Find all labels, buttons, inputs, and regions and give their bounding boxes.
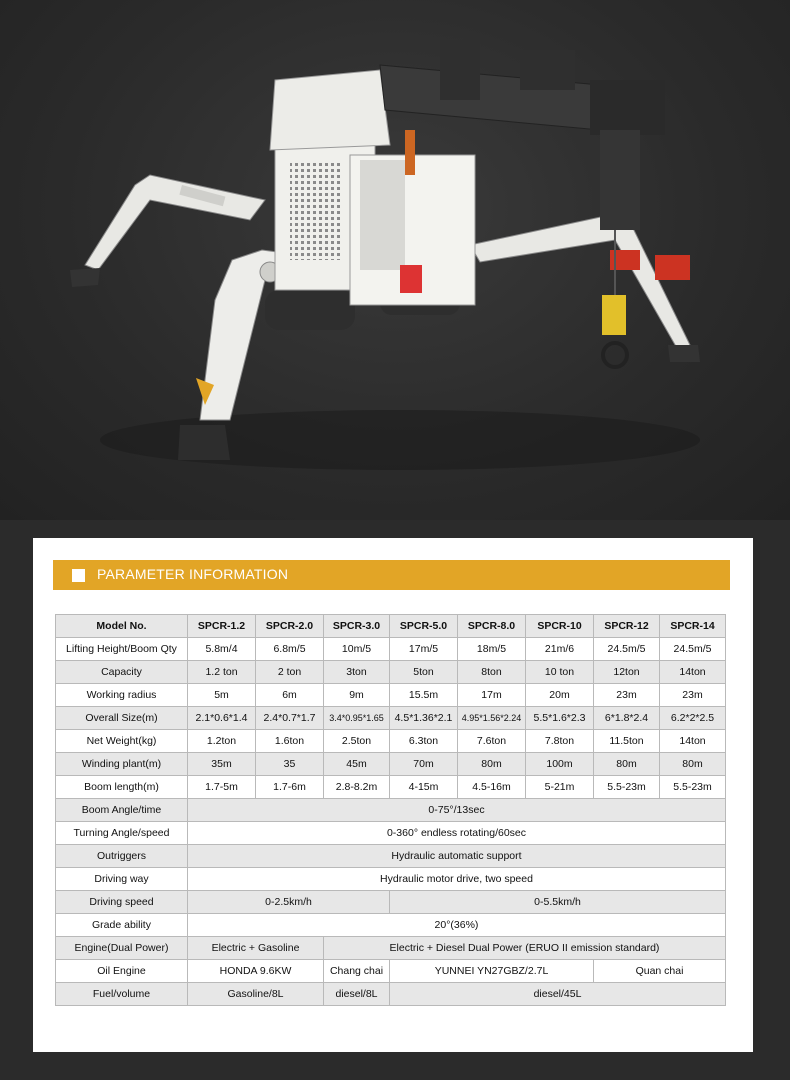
section-banner — [53, 560, 730, 590]
row-label: Grade ability — [56, 914, 188, 937]
table-header-row — [56, 615, 726, 638]
model-cell: SPCR-1.2 — [188, 615, 256, 638]
table-cell: 5.5-23m — [660, 776, 726, 799]
table-cell: 23m — [594, 684, 660, 707]
table-cell: 70m — [390, 753, 458, 776]
table-cell: 80m — [458, 753, 526, 776]
table-cell: 35 — [256, 753, 324, 776]
table-cell: 5-21m — [526, 776, 594, 799]
table-cell: 10m/5 — [324, 638, 390, 661]
parameter-table — [55, 614, 726, 1006]
table-cell: Gasoline/8L — [188, 983, 324, 1006]
table-cell: 2.8-8.2m — [324, 776, 390, 799]
table-cell: 2.4*0.7*1.7 — [256, 707, 324, 730]
table-cell: 0-2.5km/h — [188, 891, 390, 914]
table-cell: 1.2 ton — [188, 661, 256, 684]
table-cell: 20°(36%) — [188, 914, 726, 937]
table-cell: 23m — [660, 684, 726, 707]
table-cell: YUNNEI YN27GBZ/2.7L — [390, 960, 594, 983]
table-cell: 5.5-23m — [594, 776, 660, 799]
parameter-panel — [33, 538, 753, 1052]
table-cell: 2.5ton — [324, 730, 390, 753]
row-label: Engine(Dual Power) — [56, 937, 188, 960]
table-cell: 18m/5 — [458, 638, 526, 661]
table-row — [56, 937, 726, 960]
row-label: Boom Angle/time — [56, 799, 188, 822]
table-cell: 2 ton — [256, 661, 324, 684]
row-label: Oil Engine — [56, 960, 188, 983]
table-row — [56, 776, 726, 799]
row-label: Turning Angle/speed — [56, 822, 188, 845]
table-cell: 4.5*1.36*2.1 — [390, 707, 458, 730]
table-cell: 15.5m — [390, 684, 458, 707]
table-cell: 100m — [526, 753, 594, 776]
table-cell: 4.5-16m — [458, 776, 526, 799]
table-cell: 14ton — [660, 661, 726, 684]
table-cell: 6*1.8*2.4 — [594, 707, 660, 730]
table-cell: 80m — [660, 753, 726, 776]
table-row — [56, 845, 726, 868]
spider-crane-illustration — [0, 0, 790, 520]
table-cell: Hydraulic motor drive, two speed — [188, 868, 726, 891]
row-label: Winding plant(m) — [56, 753, 188, 776]
row-label: Outriggers — [56, 845, 188, 868]
table-cell: 80m — [594, 753, 660, 776]
table-row — [56, 638, 726, 661]
table-cell: Quan chai — [594, 960, 726, 983]
table-cell: 1.7-6m — [256, 776, 324, 799]
table-row — [56, 707, 726, 730]
table-cell: 7.6ton — [458, 730, 526, 753]
table-cell: 45m — [324, 753, 390, 776]
row-label: Net Weight(kg) — [56, 730, 188, 753]
section-title: PARAMETER INFORMATION — [97, 566, 289, 582]
table-cell: Hydraulic automatic support — [188, 845, 726, 868]
table-cell: diesel/45L — [390, 983, 726, 1006]
row-label: Driving way — [56, 868, 188, 891]
table-row — [56, 822, 726, 845]
table-row — [56, 914, 726, 937]
table-cell: 35m — [188, 753, 256, 776]
table-cell: 0-75°/13sec — [188, 799, 726, 822]
table-cell: 5.8m/4 — [188, 638, 256, 661]
table-cell: Electric + Gasoline — [188, 937, 324, 960]
model-cell: SPCR-8.0 — [458, 615, 526, 638]
table-row — [56, 891, 726, 914]
product-hero — [0, 0, 790, 520]
table-row — [56, 960, 726, 983]
model-cell: SPCR-3.0 — [324, 615, 390, 638]
table-cell: 6.2*2*2.5 — [660, 707, 726, 730]
table-cell: 24.5m/5 — [594, 638, 660, 661]
table-cell: Chang chai — [324, 960, 390, 983]
row-label: Fuel/volume — [56, 983, 188, 1006]
row-label: Working radius — [56, 684, 188, 707]
row-label: Overall Size(m) — [56, 707, 188, 730]
table-cell: 5.5*1.6*2.3 — [526, 707, 594, 730]
table-cell: 3.4*0.95*1.65 — [324, 707, 390, 730]
header-label: Model No. — [56, 615, 188, 638]
model-cell: SPCR-2.0 — [256, 615, 324, 638]
table-cell: 0-360° endless rotating/60sec — [188, 822, 726, 845]
table-cell: 1.7-5m — [188, 776, 256, 799]
row-label: Boom length(m) — [56, 776, 188, 799]
table-cell: 6.8m/5 — [256, 638, 324, 661]
table-cell: 7.8ton — [526, 730, 594, 753]
table-cell: 5m — [188, 684, 256, 707]
table-cell: 1.6ton — [256, 730, 324, 753]
model-cell: SPCR-5.0 — [390, 615, 458, 638]
table-cell: 20m — [526, 684, 594, 707]
table-cell: 2.1*0.6*1.4 — [188, 707, 256, 730]
table-cell: diesel/8L — [324, 983, 390, 1006]
table-cell: 3ton — [324, 661, 390, 684]
table-cell: 10 ton — [526, 661, 594, 684]
table-cell: 11.5ton — [594, 730, 660, 753]
table-cell: 21m/6 — [526, 638, 594, 661]
row-label: Driving speed — [56, 891, 188, 914]
table-cell: 9m — [324, 684, 390, 707]
table-cell: Electric + Diesel Dual Power (ERUO II emission standard) — [324, 937, 726, 960]
model-cell: SPCR-12 — [594, 615, 660, 638]
table-cell: 8ton — [458, 661, 526, 684]
table-row — [56, 799, 726, 822]
banner-square-icon — [72, 569, 85, 582]
table-row — [56, 730, 726, 753]
table-cell: 12ton — [594, 661, 660, 684]
table-cell: 0-5.5km/h — [390, 891, 726, 914]
table-cell: 24.5m/5 — [660, 638, 726, 661]
model-cell: SPCR-10 — [526, 615, 594, 638]
row-label: Capacity — [56, 661, 188, 684]
table-cell: 17m — [458, 684, 526, 707]
table-row — [56, 868, 726, 891]
row-label: Lifting Height/Boom Qty — [56, 638, 188, 661]
crane-body — [275, 130, 475, 305]
table-row — [56, 753, 726, 776]
table-cell: HONDA 9.6KW — [188, 960, 324, 983]
model-cell: SPCR-14 — [660, 615, 726, 638]
table-cell: 4.95*1.56*2.24 — [458, 707, 526, 730]
crawler-track — [265, 290, 355, 330]
table-cell: 1.2ton — [188, 730, 256, 753]
table-cell: 6.3ton — [390, 730, 458, 753]
table-row — [56, 684, 726, 707]
table-cell: 5ton — [390, 661, 458, 684]
outrigger-right-rear — [470, 215, 700, 362]
table-cell: 14ton — [660, 730, 726, 753]
table-cell: 4-15m — [390, 776, 458, 799]
table-cell: 6m — [256, 684, 324, 707]
table-row — [56, 661, 726, 684]
table-row — [56, 983, 726, 1006]
table-cell: 17m/5 — [390, 638, 458, 661]
